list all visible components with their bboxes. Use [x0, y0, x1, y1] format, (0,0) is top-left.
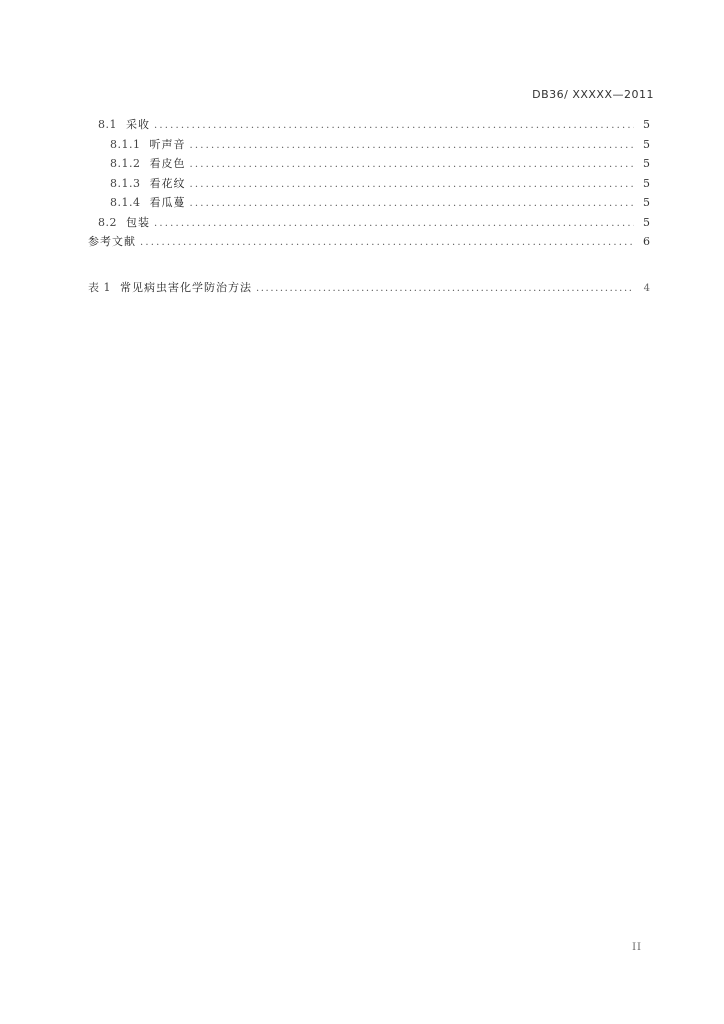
dot-leader	[190, 140, 635, 151]
dot-leader	[154, 218, 634, 229]
table-of-contents	[88, 116, 650, 253]
table-entry-1[interactable]	[88, 279, 650, 299]
toc-entry-page: 5	[643, 215, 650, 229]
toc-entry-8-1-3[interactable]	[88, 175, 650, 195]
dot-leader	[190, 179, 635, 190]
toc-entry-number: 8.2	[98, 215, 117, 229]
toc-entry-8-1-4[interactable]	[88, 194, 650, 214]
toc-entry-8-1-1[interactable]	[88, 136, 650, 156]
toc-entry-title: 参考文献	[88, 235, 136, 248]
table-entry-title: 常见病虫害化学防治方法	[120, 281, 252, 294]
toc-entry-title: 听声音	[149, 137, 186, 151]
toc-entry-8-1[interactable]	[88, 116, 650, 136]
dot-leader	[154, 120, 634, 131]
toc-entry-8-1-2[interactable]	[88, 155, 650, 175]
toc-entry-title: 看瓜蔓	[149, 196, 186, 209]
list-of-tables	[88, 279, 650, 299]
toc-entry-references[interactable]	[88, 233, 650, 253]
toc-entry-title: 看花纹	[149, 176, 186, 190]
dot-leader	[190, 198, 635, 209]
toc-entry-page: 5	[643, 118, 650, 131]
toc-entry-page: 6	[643, 235, 650, 248]
toc-entry-title: 看皮色	[149, 157, 186, 170]
toc-entry-8-2[interactable]	[88, 214, 650, 234]
toc-entry-number: 8.1.1	[110, 137, 141, 151]
dot-leader	[256, 283, 634, 294]
page-number: II	[632, 942, 642, 953]
toc-entry-title: 采收	[126, 118, 150, 131]
toc-entry-page: 5	[643, 176, 650, 190]
toc-entry-number: 8.1.4	[110, 196, 141, 209]
document-code: DB36/ XXXXX—2011	[532, 88, 654, 101]
dot-leader	[140, 237, 634, 248]
toc-entry-title: 包装	[126, 215, 150, 229]
table-entry-page: 4	[643, 283, 650, 294]
toc-entry-page: 5	[643, 157, 650, 170]
toc-entry-page: 5	[643, 196, 650, 209]
table-entry-label: 表 1	[88, 281, 111, 294]
toc-entry-number: 8.1.2	[110, 157, 141, 170]
toc-entry-page: 5	[643, 137, 650, 151]
toc-entry-number: 8.1	[98, 118, 117, 131]
toc-entry-number: 8.1.3	[110, 176, 141, 190]
dot-leader	[190, 159, 635, 170]
